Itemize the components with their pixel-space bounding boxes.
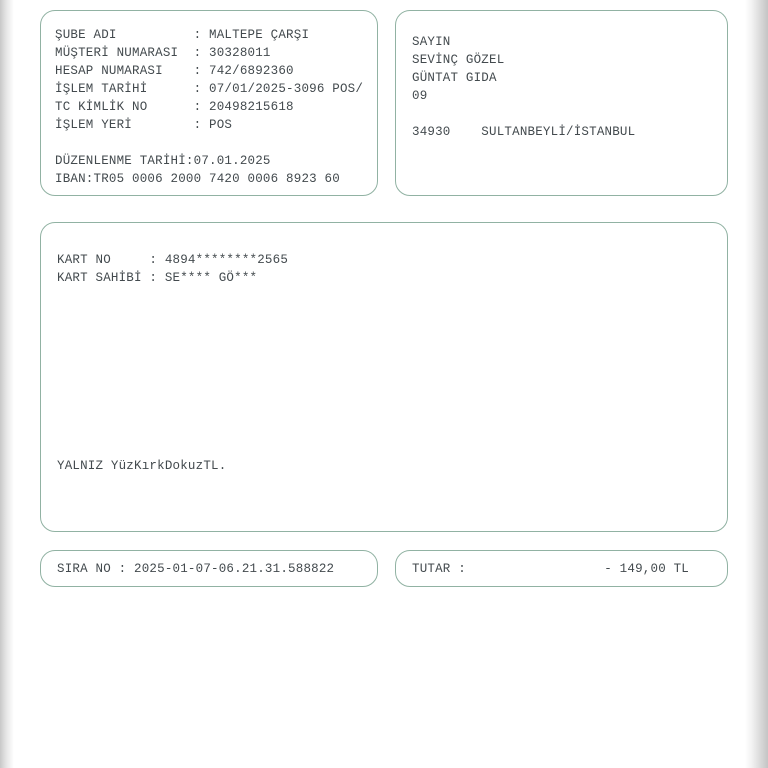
sequence-number-box	[40, 550, 378, 587]
amount-label: TUTAR :	[412, 561, 466, 576]
branch-info-lines	[55, 26, 363, 188]
card-details-lines	[57, 251, 711, 287]
text-line: HESAP NUMARASI : 742/6892360	[55, 64, 294, 78]
text-line: SAYIN	[412, 35, 451, 49]
recipient-info-lines	[412, 33, 711, 141]
text-line: İŞLEM TARİHİ : 07/01/2025-3096 POS/	[55, 82, 364, 96]
recipient-info-box	[395, 10, 728, 196]
amount-in-words: YALNIZ YüzKırkDokuzTL.	[57, 459, 227, 473]
text-line: 34930 SULTANBEYLİ/İSTANBUL	[412, 125, 636, 139]
text-line: KART NO : 4894********2565	[57, 253, 289, 267]
amount-value: - 149,00 TL	[604, 561, 689, 576]
text-line: DÜZENLENME TARİHİ:07.01.2025	[55, 154, 271, 168]
branch-info-box	[40, 10, 378, 196]
amount-box	[395, 550, 728, 587]
text-line	[412, 105, 711, 123]
text-line: İŞLEM YERİ : POS	[55, 118, 233, 132]
text-line: SEVİNÇ GÖZEL	[412, 53, 505, 67]
text-line	[55, 134, 363, 152]
page-right-edge-shadow	[745, 0, 768, 768]
text-line: KART SAHİBİ : SE**** GÖ***	[57, 271, 258, 285]
text-line: IBAN:TR05 0006 2000 7420 0006 8923 60	[55, 172, 340, 186]
text-line: MÜŞTERİ NUMARASI : 30328011	[55, 46, 271, 60]
text-line: 09	[412, 89, 428, 103]
text-line: TC KİMLİK NO : 20498215618	[55, 100, 294, 114]
text-line: ŞUBE ADI : MALTEPE ÇARŞI	[55, 28, 310, 42]
text-line: GÜNTAT GIDA	[412, 71, 497, 85]
page-left-edge-shadow	[0, 0, 14, 768]
card-details-box	[40, 222, 728, 532]
sequence-number-text: SIRA NO : 2025-01-07-06.21.31.588822	[57, 561, 335, 576]
